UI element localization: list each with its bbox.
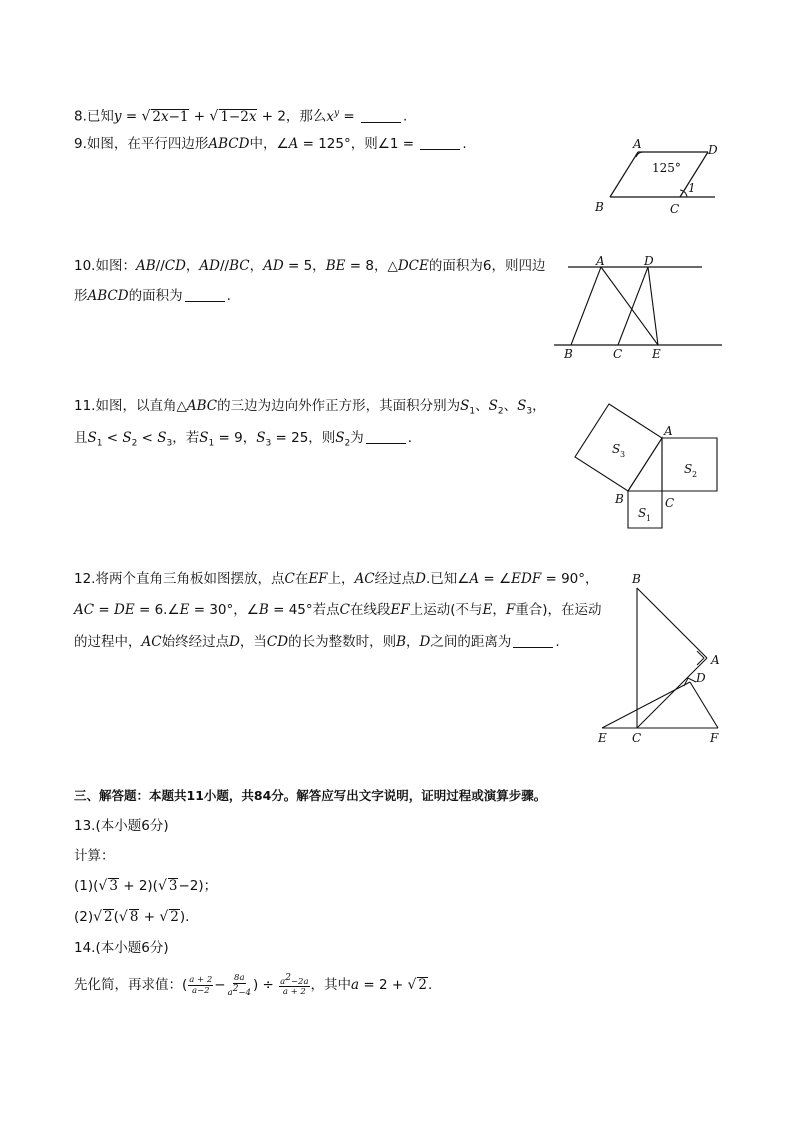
figure-q12-triangles (592, 570, 732, 750)
svg-text:E: E (652, 347, 661, 361)
svg-text:S: S (684, 462, 693, 476)
question-11-line1: 11.如图，以直角△ABC的三边为边向外作正方形，其面积分别为$S_1$、$S_2$、$S_3$， (74, 398, 546, 417)
figure-q11-squares (568, 400, 728, 535)
figure-q10 (552, 253, 727, 363)
svg-text:B: B (632, 572, 641, 586)
answer-blank[interactable] (513, 633, 553, 648)
question-8: 8.已知y = √ 2x−1 + √ 1−2x + 2，那么$x^y$ = . (74, 108, 408, 125)
question-14-header: 14.(本小题6分) (74, 940, 169, 956)
question-12-line2: AC = DE = 6.∠E = 30°，∠B = 45°若点C在线段EF上运动(不与E，F重合)，在运动 (74, 602, 602, 618)
answer-blank[interactable] (366, 429, 406, 444)
svg-text:D: D (644, 254, 654, 268)
svg-text:1: 1 (646, 514, 652, 523)
answer-blank[interactable] (185, 287, 225, 302)
svg-text:D: D (708, 143, 718, 157)
svg-text:D: D (696, 671, 706, 685)
svg-text:A: A (664, 424, 673, 438)
svg-text:A: A (633, 137, 642, 151)
svg-text:F: F (710, 731, 719, 745)
question-9: 9.如图，在平行四边形ABCD中，∠A = 125°，则∠1 = . (74, 136, 467, 152)
svg-text:C: C (632, 731, 642, 745)
svg-text:A: A (596, 254, 605, 268)
answer-blank[interactable] (361, 108, 401, 123)
question-10-line1: 10.如图：AB//CD，AD//BC，AD = 5，BE = 8，△DCE的面积为6，则四边 (74, 258, 546, 274)
svg-text:E: E (598, 731, 607, 745)
question-13-part2: (2)√ 2(√ 8 + √ 2). (74, 909, 190, 925)
section-3-heading: 三、解答题：本题共11小题，共84分。解答应写出文字说明，证明过程或演算步骤。 (74, 788, 547, 803)
svg-text:A: A (711, 653, 720, 667)
svg-text:S: S (638, 506, 647, 520)
figure-q9-parallelogram (590, 135, 720, 220)
svg-text:B: B (564, 347, 573, 361)
question-13-header: 13.(本小题6分) (74, 818, 169, 834)
svg-text:2: 2 (692, 470, 698, 479)
svg-text:C: C (665, 496, 675, 510)
svg-text:3: 3 (620, 450, 626, 459)
answer-blank[interactable] (420, 135, 460, 150)
svg-text:C: C (613, 347, 623, 361)
question-13-part1: (1)(√ 3 + 2)(√ 3−2)； (74, 878, 218, 894)
svg-text:B: B (615, 492, 624, 506)
question-11-line2: 且$S_1 < S_2 < S_3$，若$S_1 = 9$，$S_3 = 25$，则$S_2$为 . (74, 430, 413, 449)
svg-text:125°: 125° (652, 161, 681, 175)
question-14-body: 先化简，再求值：( $\frac{a + 2}{a-2}$ − $\frac{8a}{a^2-4}$ ) ÷ $\frac{a^2-2a}{a + 2}$ ，其中a = 2 + √ 2. (74, 972, 433, 998)
question-12-line3: 的过程中，AC始终经过点D，当CD的长为整数时，则B，D之间的距离为 . (74, 634, 560, 650)
svg-text:B: B (595, 200, 604, 214)
svg-text:1: 1 (688, 181, 696, 195)
question-10-line2: 形ABCD的面积为 . (74, 288, 231, 304)
question-13-intro: 计算： (74, 848, 115, 864)
question-12-line1: 12.将两个直角三角板如图摆放，点C在EF上，AC经过点D.已知∠A = ∠EDF = 90°， (74, 571, 599, 587)
svg-text:C: C (670, 202, 680, 216)
svg-text:S: S (612, 442, 621, 456)
